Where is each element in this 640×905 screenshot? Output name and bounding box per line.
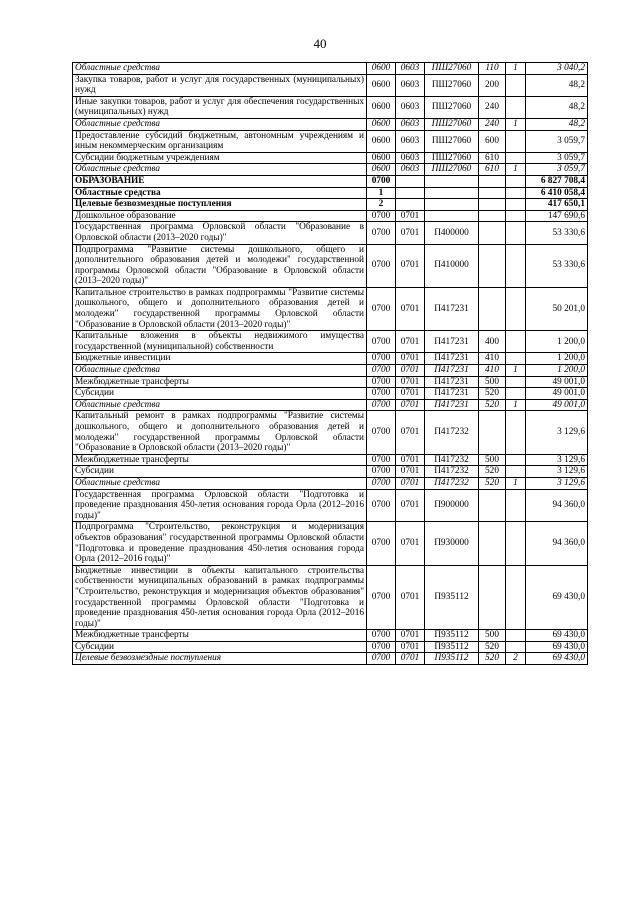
target-article-code: ПШ27060 bbox=[425, 118, 479, 130]
funding-source-code bbox=[506, 411, 526, 454]
funding-source-code: 2 bbox=[506, 653, 526, 665]
table-row bbox=[73, 130, 588, 152]
subsection-code: 0603 bbox=[396, 152, 425, 164]
row-name: Областные средства bbox=[73, 477, 367, 489]
section-code: 0700 bbox=[367, 454, 396, 466]
amount: 48,2 bbox=[526, 74, 588, 96]
funding-source-code: 1 bbox=[506, 164, 526, 176]
subsection-code: 0701 bbox=[396, 466, 425, 478]
subsection-code: 0603 bbox=[396, 130, 425, 152]
expense-type-code: 520 bbox=[479, 653, 506, 665]
target-article-code: ПШ27060 bbox=[425, 74, 479, 96]
subsection-code: 0701 bbox=[396, 353, 425, 365]
amount: 6 410 058,4 bbox=[526, 187, 588, 199]
expense-type-code: 240 bbox=[479, 118, 506, 130]
row-name: Капитальное строительство в рамках подпрограммы "Развитие системы дошкольного, общего и дополнительного образования детей и молодежи" государственной программы Орловской области "Образование в Орловской области (2013–2020 годы)" bbox=[73, 287, 367, 330]
subsection-code: 0701 bbox=[396, 653, 425, 665]
funding-source-code bbox=[506, 130, 526, 152]
subsection-code: 0701 bbox=[396, 365, 425, 377]
expense-type-code bbox=[479, 489, 506, 522]
section-code: 0700 bbox=[367, 466, 396, 478]
row-name: Субсидии bbox=[73, 466, 367, 478]
target-article-code bbox=[425, 175, 479, 187]
section-code: 0700 bbox=[367, 222, 396, 244]
amount: 69 430,0 bbox=[526, 630, 588, 642]
section-code: 0700 bbox=[367, 641, 396, 653]
amount: 94 360,0 bbox=[526, 522, 588, 565]
row-name: Капитальный ремонт в рамках подпрограммы "Развитие системы дошкольного, общего и дополнительного образования детей и молодежи" государственной программы Орловской области "Образование в Орловской области (2013–2020 годы)" bbox=[73, 411, 367, 454]
funding-source-code bbox=[506, 187, 526, 199]
amount: 69 430,0 bbox=[526, 565, 588, 630]
section-code: 0700 bbox=[367, 388, 396, 400]
section-code: 0600 bbox=[367, 63, 396, 75]
section-code: 0600 bbox=[367, 130, 396, 152]
funding-source-code bbox=[506, 630, 526, 642]
amount: 1 200,0 bbox=[526, 353, 588, 365]
target-article-code bbox=[425, 187, 479, 199]
table-row bbox=[73, 118, 588, 130]
section-code: 0700 bbox=[367, 565, 396, 630]
expense-type-code bbox=[479, 411, 506, 454]
expense-type-code: 240 bbox=[479, 96, 506, 118]
section-code: 0700 bbox=[367, 287, 396, 330]
expense-type-code: 520 bbox=[479, 399, 506, 411]
subsection-code: 0701 bbox=[396, 331, 425, 353]
table-row bbox=[73, 388, 588, 400]
target-article-code: П417231 bbox=[425, 353, 479, 365]
subsection-code: 0701 bbox=[396, 522, 425, 565]
subsection-code bbox=[396, 175, 425, 187]
row-name: Целевые безвозмездные поступления bbox=[73, 653, 367, 665]
target-article-code: П417232 bbox=[425, 466, 479, 478]
expense-type-code bbox=[479, 565, 506, 630]
table-row bbox=[73, 244, 588, 287]
row-name: Межбюджетные трансферты bbox=[73, 454, 367, 466]
expense-type-code bbox=[479, 187, 506, 199]
budget-table bbox=[72, 62, 588, 665]
funding-source-code bbox=[506, 96, 526, 118]
section-code: 0700 bbox=[367, 210, 396, 222]
amount: 3 129,6 bbox=[526, 466, 588, 478]
table-row bbox=[73, 96, 588, 118]
subsection-code: 0603 bbox=[396, 63, 425, 75]
target-article-code: П935112 bbox=[425, 565, 479, 630]
table-row bbox=[73, 376, 588, 388]
subsection-code bbox=[396, 199, 425, 211]
target-article-code: П417231 bbox=[425, 365, 479, 377]
expense-type-code: 520 bbox=[479, 477, 506, 489]
target-article-code: П400000 bbox=[425, 222, 479, 244]
row-name: Капитальные вложения в объекты недвижимого имущества государственной (муниципальной) собственности bbox=[73, 331, 367, 353]
section-code: 1 bbox=[367, 187, 396, 199]
amount: 48,2 bbox=[526, 118, 588, 130]
target-article-code: П935112 bbox=[425, 653, 479, 665]
expense-type-code: 520 bbox=[479, 466, 506, 478]
subsection-code: 0701 bbox=[396, 454, 425, 466]
table-row bbox=[73, 477, 588, 489]
row-name: Областные средства bbox=[73, 164, 367, 176]
section-code: 0700 bbox=[367, 353, 396, 365]
table-row bbox=[73, 365, 588, 377]
row-name: Субсидии bbox=[73, 388, 367, 400]
page-number: 40 bbox=[313, 36, 327, 51]
amount: 49 001,0 bbox=[526, 399, 588, 411]
amount: 3 059,7 bbox=[526, 130, 588, 152]
expense-type-code bbox=[479, 244, 506, 287]
section-code: 0700 bbox=[367, 522, 396, 565]
row-name: Бюджетные инвестиции bbox=[73, 353, 367, 365]
table-row bbox=[73, 222, 588, 244]
target-article-code: П417231 bbox=[425, 287, 479, 330]
funding-source-code bbox=[506, 152, 526, 164]
subsection-code: 0701 bbox=[396, 210, 425, 222]
expense-type-code: 500 bbox=[479, 454, 506, 466]
target-article-code: ПШ27060 bbox=[425, 164, 479, 176]
expense-type-code: 520 bbox=[479, 641, 506, 653]
expense-type-code: 110 bbox=[479, 63, 506, 75]
amount: 94 360,0 bbox=[526, 489, 588, 522]
row-name: Областные средства bbox=[73, 118, 367, 130]
target-article-code: П417232 bbox=[425, 477, 479, 489]
subsection-code: 0701 bbox=[396, 489, 425, 522]
expense-type-code bbox=[479, 287, 506, 330]
section-code: 0700 bbox=[367, 376, 396, 388]
funding-source-code bbox=[506, 376, 526, 388]
amount: 1 200,0 bbox=[526, 331, 588, 353]
amount: 3 059,7 bbox=[526, 152, 588, 164]
table-row bbox=[73, 466, 588, 478]
section-code: 0600 bbox=[367, 152, 396, 164]
amount: 50 201,0 bbox=[526, 287, 588, 330]
table-row bbox=[73, 74, 588, 96]
table-row bbox=[73, 152, 588, 164]
expense-type-code: 200 bbox=[479, 74, 506, 96]
section-code: 0700 bbox=[367, 489, 396, 522]
amount: 48,2 bbox=[526, 96, 588, 118]
subsection-code: 0701 bbox=[396, 222, 425, 244]
subsection-code: 0701 bbox=[396, 411, 425, 454]
table-row bbox=[73, 411, 588, 454]
funding-source-code bbox=[506, 353, 526, 365]
subsection-code: 0603 bbox=[396, 164, 425, 176]
row-name: Подпрограмма "Строительство, реконструкция и модернизация объектов образования" государственной программы Орловской области "Подготовка и проведение празднования 450-летия основания города Орла (2012–2016 годы)" bbox=[73, 522, 367, 565]
subsection-code: 0701 bbox=[396, 565, 425, 630]
amount: 53 330,6 bbox=[526, 222, 588, 244]
section-code: 0700 bbox=[367, 399, 396, 411]
expense-type-code: 600 bbox=[479, 130, 506, 152]
expense-type-code bbox=[479, 522, 506, 565]
expense-type-code: 610 bbox=[479, 152, 506, 164]
expense-type-code: 410 bbox=[479, 365, 506, 377]
target-article-code: П410000 bbox=[425, 244, 479, 287]
expense-type-code bbox=[479, 222, 506, 244]
table-row bbox=[73, 489, 588, 522]
expense-type-code bbox=[479, 175, 506, 187]
target-article-code: ПШ27060 bbox=[425, 152, 479, 164]
amount: 3 129,6 bbox=[526, 454, 588, 466]
table-row bbox=[73, 63, 588, 75]
row-name: Областные средства bbox=[73, 365, 367, 377]
expense-type-code bbox=[479, 210, 506, 222]
table-row bbox=[73, 630, 588, 642]
table-row bbox=[73, 653, 588, 665]
amount: 417 650,1 bbox=[526, 199, 588, 211]
row-name: Государственная программа Орловской области "Образование в Орловской области (2013–2020 годы)" bbox=[73, 222, 367, 244]
subsection-code bbox=[396, 187, 425, 199]
subsection-code: 0701 bbox=[396, 477, 425, 489]
row-name: ОБРАЗОВАНИЕ bbox=[73, 175, 367, 187]
target-article-code: П417231 bbox=[425, 388, 479, 400]
target-article-code: П930000 bbox=[425, 522, 479, 565]
table-row bbox=[73, 522, 588, 565]
funding-source-code: 1 bbox=[506, 399, 526, 411]
expense-type-code: 500 bbox=[479, 630, 506, 642]
amount: 49 001,0 bbox=[526, 388, 588, 400]
funding-source-code bbox=[506, 210, 526, 222]
section-code: 0600 bbox=[367, 96, 396, 118]
funding-source-code: 1 bbox=[506, 63, 526, 75]
section-code: 0700 bbox=[367, 630, 396, 642]
expense-type-code: 410 bbox=[479, 353, 506, 365]
amount: 3 059,7 bbox=[526, 164, 588, 176]
section-code: 0600 bbox=[367, 74, 396, 96]
section-code: 0700 bbox=[367, 331, 396, 353]
table-row bbox=[73, 199, 588, 211]
target-article-code: ПШ27060 bbox=[425, 130, 479, 152]
row-name: Межбюджетные трансферты bbox=[73, 630, 367, 642]
amount: 3 129,6 bbox=[526, 477, 588, 489]
target-article-code: П417232 bbox=[425, 454, 479, 466]
section-code: 0700 bbox=[367, 244, 396, 287]
section-code: 0600 bbox=[367, 118, 396, 130]
subsection-code: 0603 bbox=[396, 96, 425, 118]
funding-source-code bbox=[506, 199, 526, 211]
subsection-code: 0603 bbox=[396, 74, 425, 96]
expense-type-code: 400 bbox=[479, 331, 506, 353]
funding-source-code bbox=[506, 388, 526, 400]
row-name: Государственная программа Орловской области "Подготовка и проведение празднования 450-летия основания города Орла (2012–2016 годы)" bbox=[73, 489, 367, 522]
funding-source-code bbox=[506, 222, 526, 244]
subsection-code: 0701 bbox=[396, 287, 425, 330]
amount: 3 040,2 bbox=[526, 63, 588, 75]
target-article-code bbox=[425, 199, 479, 211]
funding-source-code: 1 bbox=[506, 365, 526, 377]
target-article-code bbox=[425, 210, 479, 222]
row-name: Закупка товаров, работ и услуг для государственных (муниципальных) нужд bbox=[73, 74, 367, 96]
row-name: Целевые безвозмездные поступления bbox=[73, 199, 367, 211]
funding-source-code: 1 bbox=[506, 118, 526, 130]
funding-source-code bbox=[506, 565, 526, 630]
amount: 1 200,0 bbox=[526, 365, 588, 377]
row-name: Подпрограмма "Развитие системы дошкольного, общего и дополнительного образования детей и молодежи" государственной программы Орловской области "Образование в Орловской области (2013–2020 годы)" bbox=[73, 244, 367, 287]
funding-source-code: 1 bbox=[506, 477, 526, 489]
funding-source-code bbox=[506, 175, 526, 187]
funding-source-code bbox=[506, 287, 526, 330]
row-name: Бюджетные инвестиции в объекты капитального строительства собственности муниципальных образований в рамках подпрограммы "Строительство, реконструкция и модернизация объектов образования" государственной программы Орловской области "Подготовка и проведение празднования 450-летия основания города Орла (2012–2016 годы)" bbox=[73, 565, 367, 630]
amount: 147 690,6 bbox=[526, 210, 588, 222]
funding-source-code bbox=[506, 454, 526, 466]
target-article-code: П935112 bbox=[425, 641, 479, 653]
funding-source-code bbox=[506, 641, 526, 653]
subsection-code: 0701 bbox=[396, 244, 425, 287]
expense-type-code: 500 bbox=[479, 376, 506, 388]
expense-type-code: 520 bbox=[479, 388, 506, 400]
table-row bbox=[73, 454, 588, 466]
target-article-code: ПШ27060 bbox=[425, 63, 479, 75]
table-row bbox=[73, 641, 588, 653]
section-code: 0600 bbox=[367, 164, 396, 176]
table-row bbox=[73, 287, 588, 330]
section-code: 2 bbox=[367, 199, 396, 211]
row-name: Межбюджетные трансферты bbox=[73, 376, 367, 388]
table-row bbox=[73, 164, 588, 176]
target-article-code: ПШ27060 bbox=[425, 96, 479, 118]
amount: 53 330,6 bbox=[526, 244, 588, 287]
target-article-code: П935112 bbox=[425, 630, 479, 642]
target-article-code: П417232 bbox=[425, 411, 479, 454]
funding-source-code bbox=[506, 522, 526, 565]
subsection-code: 0603 bbox=[396, 118, 425, 130]
table-row bbox=[73, 399, 588, 411]
subsection-code: 0701 bbox=[396, 376, 425, 388]
row-name: Предоставление субсидий бюджетным, автономным учреждениям и иным некоммерческим организациям bbox=[73, 130, 367, 152]
expense-type-code bbox=[479, 199, 506, 211]
subsection-code: 0701 bbox=[396, 388, 425, 400]
table-row bbox=[73, 331, 588, 353]
target-article-code: П417231 bbox=[425, 331, 479, 353]
amount: 69 430,0 bbox=[526, 641, 588, 653]
row-name: Субсидии бюджетным учреждениям bbox=[73, 152, 367, 164]
row-name: Субсидии bbox=[73, 641, 367, 653]
amount: 6 827 708,4 bbox=[526, 175, 588, 187]
row-name: Иные закупки товаров, работ и услуг для обеспечения государственных (муниципальных) нужд bbox=[73, 96, 367, 118]
section-code: 0700 bbox=[367, 365, 396, 377]
row-name: Дошкольное образование bbox=[73, 210, 367, 222]
funding-source-code bbox=[506, 466, 526, 478]
section-code: 0700 bbox=[367, 411, 396, 454]
amount: 3 129,6 bbox=[526, 411, 588, 454]
subsection-code: 0701 bbox=[396, 399, 425, 411]
table-row bbox=[73, 187, 588, 199]
funding-source-code bbox=[506, 74, 526, 96]
amount: 69 430,0 bbox=[526, 653, 588, 665]
section-code: 0700 bbox=[367, 477, 396, 489]
section-code: 0700 bbox=[367, 653, 396, 665]
table-row bbox=[73, 353, 588, 365]
funding-source-code bbox=[506, 244, 526, 287]
expense-type-code: 610 bbox=[479, 164, 506, 176]
row-name: Областные средства bbox=[73, 187, 367, 199]
subsection-code: 0701 bbox=[396, 641, 425, 653]
table-row bbox=[73, 565, 588, 630]
row-name: Областные средства bbox=[73, 63, 367, 75]
table-row bbox=[73, 210, 588, 222]
section-code: 0700 bbox=[367, 175, 396, 187]
funding-source-code bbox=[506, 331, 526, 353]
target-article-code: П417231 bbox=[425, 399, 479, 411]
budget-table-body bbox=[73, 63, 588, 665]
subsection-code: 0701 bbox=[396, 630, 425, 642]
table-row bbox=[73, 175, 588, 187]
target-article-code: П900000 bbox=[425, 489, 479, 522]
target-article-code: П417231 bbox=[425, 376, 479, 388]
funding-source-code bbox=[506, 489, 526, 522]
row-name: Областные средства bbox=[73, 399, 367, 411]
amount: 49 001,0 bbox=[526, 376, 588, 388]
